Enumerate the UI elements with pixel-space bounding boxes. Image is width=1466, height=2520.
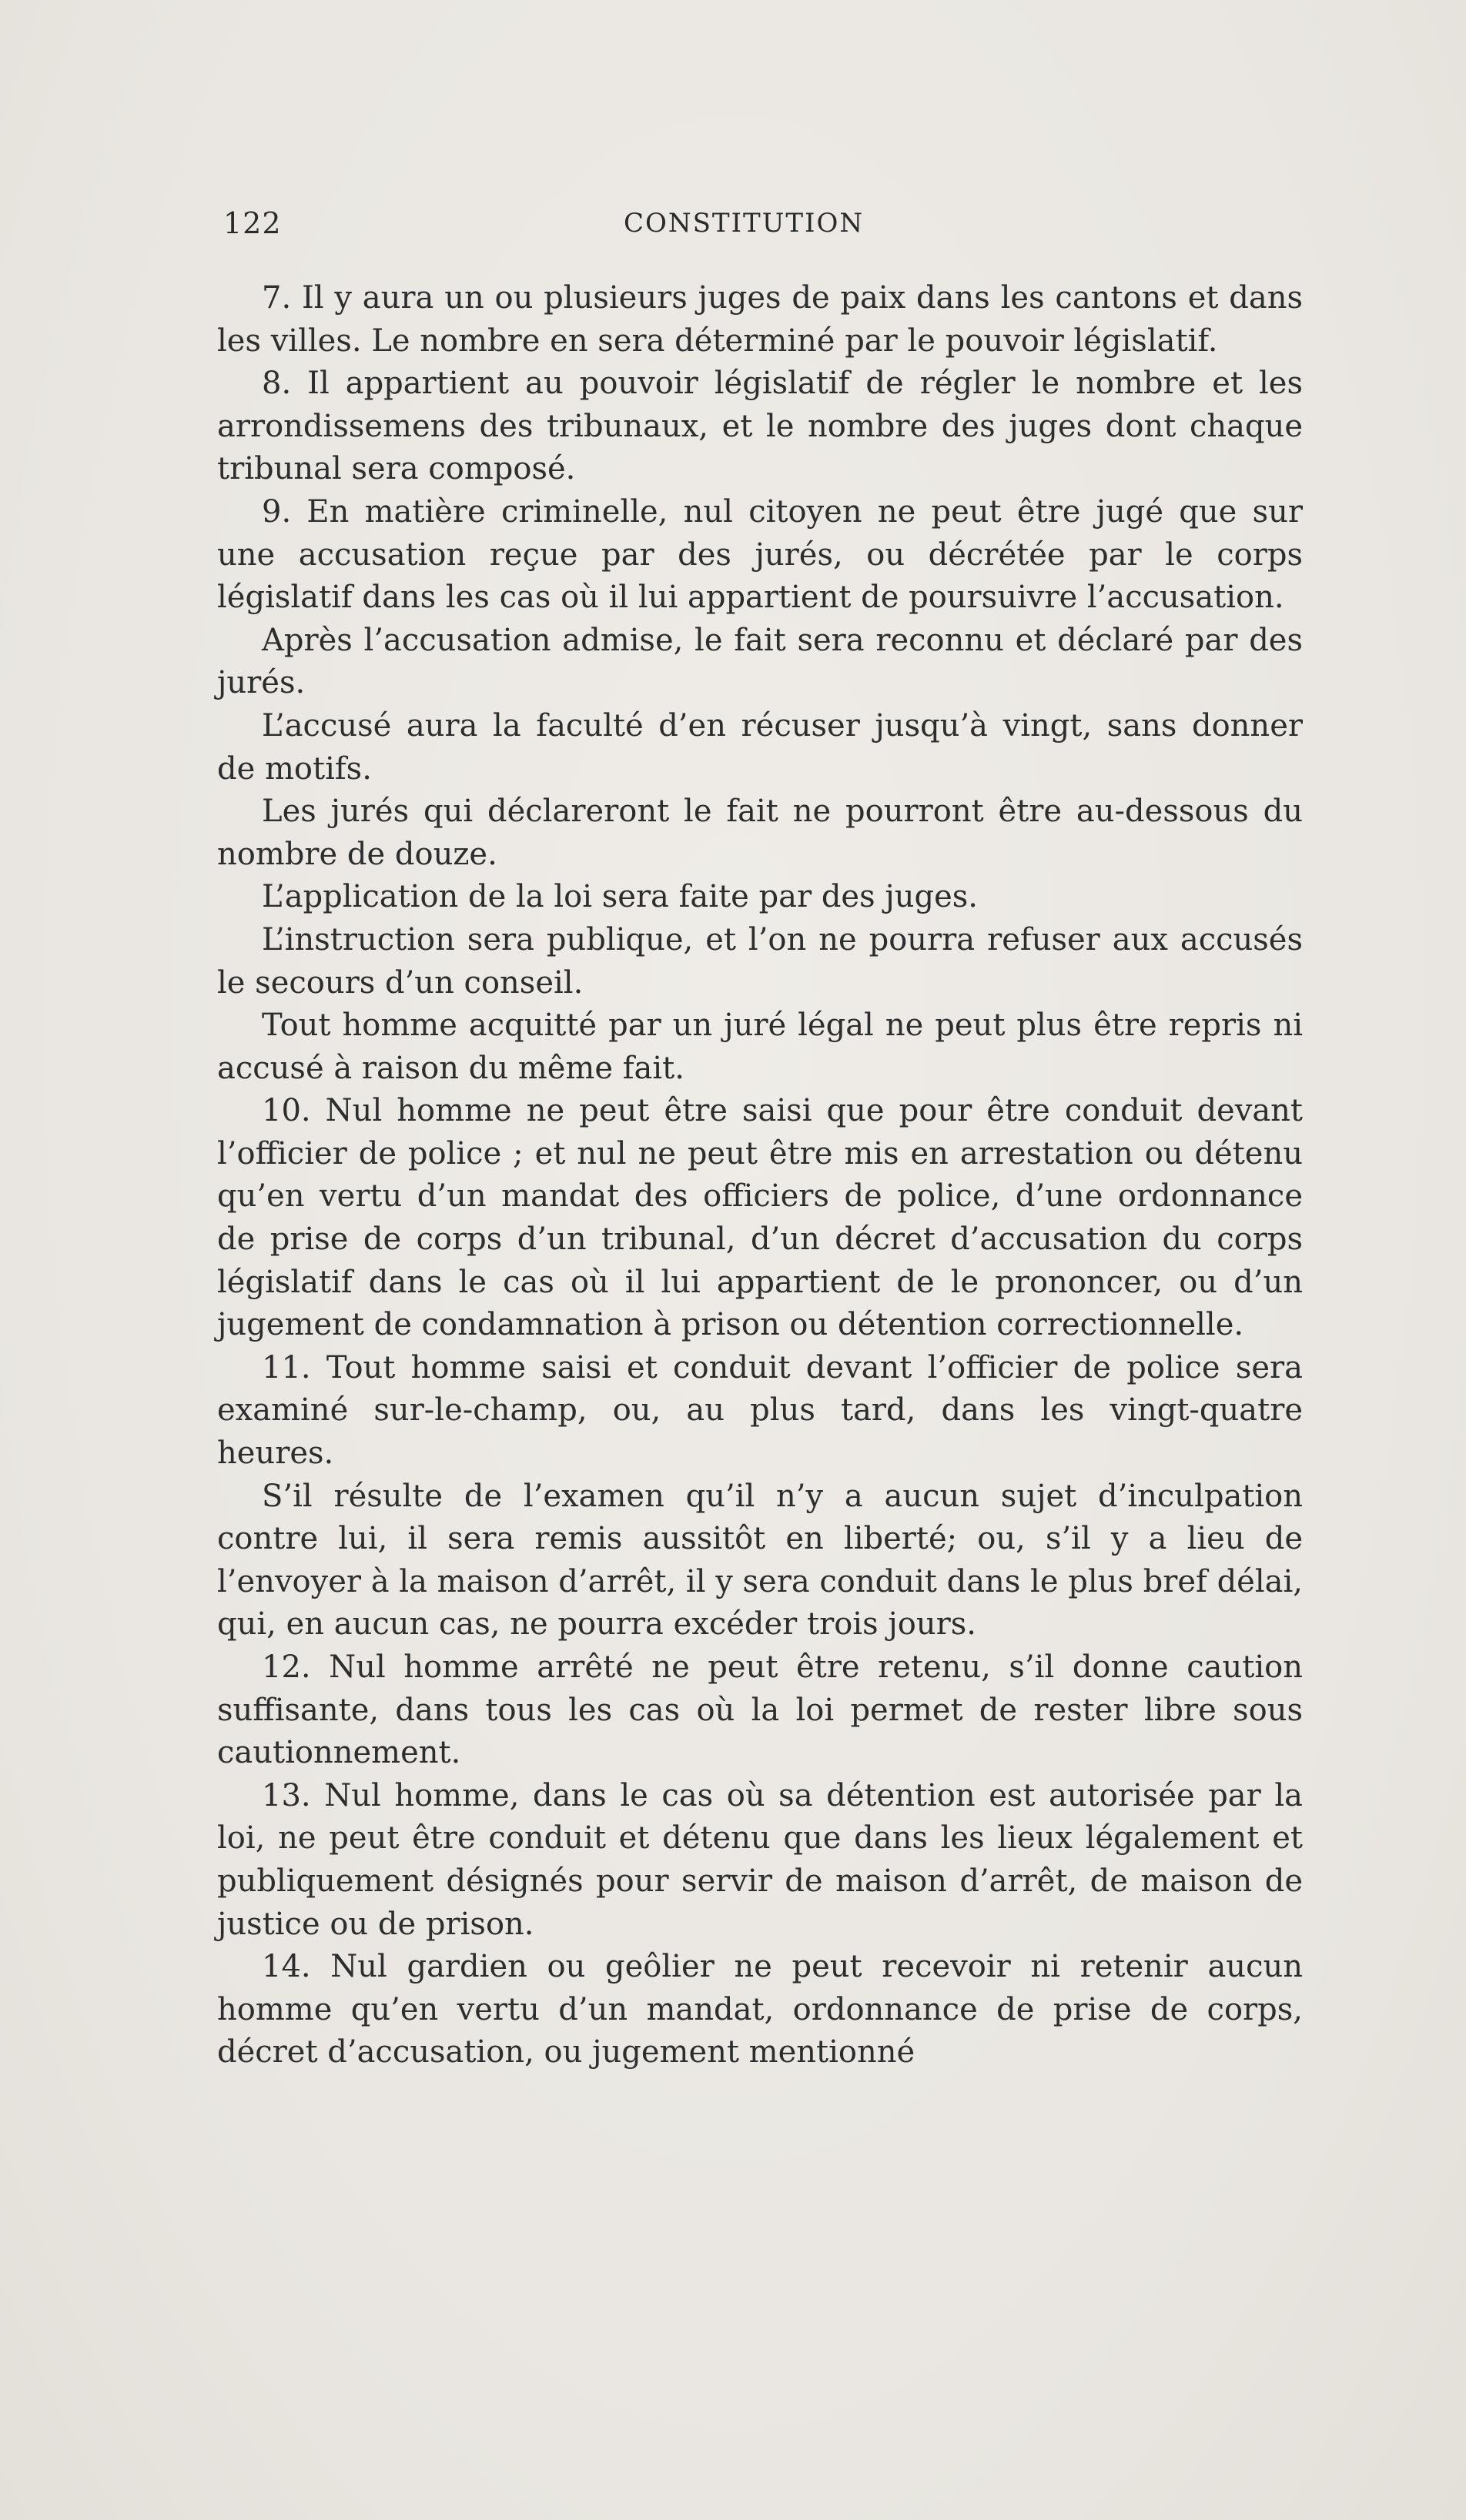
paragraph: L’instruction sera publique, et l’on ne pourra refuser aux accusés le secours d’un conseil. <box>217 921 1303 1001</box>
paragraph-article-10: 10. Nul homme ne peut être saisi que pour être conduit devant l’officier de police ; et nul ne peut être mis en arrestation ou détenu qu’en vertu d’un mandat des officiers de police, d’une ordonnance de prise de corps d’un tribunal, d’un décret d’accusation du corps législatif dans le cas où il lui appartient de le prononcer, ou d’un jugement de condamnation à prison ou détention correctionnelle. <box>217 1093 1303 1343</box>
paragraph: S’il résulte de l’examen qu’il n’y a aucun sujet d’inculpation contre lui, il sera remis aussitôt en liberté; ou, s’il y a lieu de l’envoyer à la maison d’arrêt, il y sera conduit dans le plus bref délai, qui, en aucun cas, ne pourra excéder trois jours. <box>217 1478 1303 1643</box>
page-number: 122 <box>223 206 282 240</box>
paragraph: Les jurés qui déclareront le fait ne pourront être au-dessous du nombre de douze. <box>217 794 1303 872</box>
paragraph-article-9: 9. En matière criminelle, nul citoyen ne peut être jugé que sur une accusation reçue par des jurés, ou décrétée par le corps législatif dans les cas où il lui appartient de poursuivre l’accusation. <box>217 493 1303 616</box>
paragraph-article-12: 12. Nul homme arrêté ne peut être retenu, s’il donne caution suffisante, dans tous les cas où la loi permet de rester libre sous cautionnement. <box>217 1649 1303 1771</box>
paragraph: Tout homme acquitté par un juré légal ne peut plus être repris ni accusé à raison du même fait. <box>217 1008 1303 1086</box>
paragraph: L’accusé aura la faculté d’en récuser jusqu’à vingt, sans donner de motifs. <box>217 707 1303 787</box>
body-text <box>217 277 1303 2074</box>
paragraph-article-13: 13. Nul homme, dans le cas où sa détention est autorisée par la loi, ne peut être conduit et détenu que dans les lieux légalement et publiquement désignés pour servir de maison d’arrêt, de maison de justice ou de prison. <box>217 1777 1303 1942</box>
running-title: CONSTITUTION <box>624 208 865 239</box>
paragraph-article-7: 7. Il y aura un ou plusieurs juges de paix dans les cantons et dans les villes. Le nombre en sera déterminé par le pouvoir législatif. <box>217 280 1303 359</box>
paragraph-article-11: 11. Tout homme saisi et conduit devant l’officier de police sera examiné sur-le-champ, ou, au plus tard, dans les vingt-quatre heures. <box>217 1349 1303 1472</box>
paragraph: Après l’accusation admise, le fait sera reconnu et déclaré par des jurés. <box>217 622 1303 701</box>
paragraph-article-14: 14. Nul gardien ou geôlier ne peut recevoir ni retenir aucun homme qu’en vertu d’un mandat, ordonnance de prise de corps, décret d’accusation, ou jugement mentionné <box>217 1949 1303 2070</box>
page-header <box>223 206 901 252</box>
paragraph-article-8: 8. Il appartient au pouvoir législatif de régler le nombre et les arrondissemens des tribunaux, et le nombre des juges dont chaque tribunal sera composé. <box>217 366 1303 487</box>
paragraph: L’application de la loi sera faite par des juges. <box>262 879 979 915</box>
